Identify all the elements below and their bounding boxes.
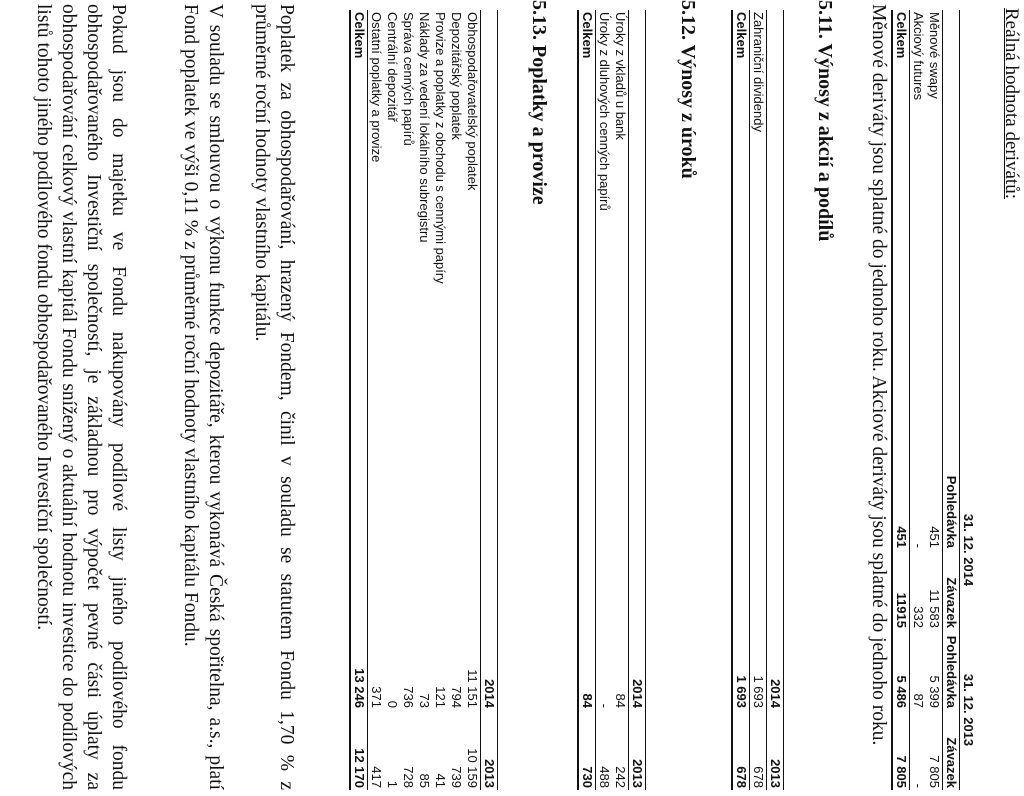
cell-value: 84 [578, 630, 596, 710]
fees-paragraph-2: V souladu se smlouvou o výkonu funkce depozitáře, kterou vykonává Česká spořitelna, a.s., platí Fond poplatek ve výši 0,11 % z průměrné roční hodnoty vlastního kapitálu Fondu. [180, 4, 226, 790]
derivatives-period-row [960, 10, 977, 790]
cell-value: 728 [401, 766, 416, 788]
total-row [578, 10, 596, 790]
cell-value: 1 [385, 780, 400, 788]
cell-value: 451 [892, 470, 910, 550]
total-row [732, 10, 750, 790]
cell-value: - [597, 703, 612, 708]
table-row [750, 10, 767, 790]
table-row [432, 10, 448, 790]
row-label: Celkem [350, 10, 368, 630]
cell-value: 0 [385, 700, 400, 708]
cell-value: 13 246 [350, 630, 368, 710]
row-label: Depozitářský poplatek [449, 12, 464, 140]
section-heading-dividends: 5.11. Výnosy z akcií a podílů [814, 0, 836, 242]
row-label: Úroky z vkladů u bank [613, 12, 628, 140]
row-label: Zahraniční dividendy [751, 12, 766, 132]
cell-value: 121 [433, 686, 448, 708]
cell-value: 678 [751, 766, 766, 788]
derivatives-header-row [943, 10, 960, 790]
section-heading-interest: 5.12. Výnosy z úroků [677, 0, 699, 179]
cell-value: 1 693 [732, 630, 750, 710]
cell-value: - [911, 543, 926, 548]
cell-value: 5 399 [927, 675, 942, 708]
row-label: Akciový futures [911, 12, 926, 101]
table-row [368, 10, 385, 790]
total-row [892, 10, 910, 790]
cell-value: 87 [911, 693, 926, 708]
row-label: Centrální depozitář [385, 12, 400, 122]
table-row [400, 10, 416, 790]
col-header: Pohledávka [943, 470, 960, 550]
table-row [612, 10, 629, 790]
row-label: Ostatní poplatky a provize [369, 12, 384, 163]
cell-value: 11 583 [927, 589, 942, 628]
year-prior: 2013 [481, 710, 498, 790]
col-header: Pohledávka [943, 630, 960, 710]
row-label: Celkem [892, 10, 910, 470]
row-label: Provize a poplatky z obchodu s cennými papíry [433, 12, 448, 284]
year-prior: 2013 [629, 710, 646, 790]
fees-header-row [481, 10, 498, 790]
row-label: Měnové swapy [927, 12, 942, 99]
cell-value: 12 170 [350, 710, 368, 790]
cell-value: 10 159 [465, 748, 480, 788]
dividends-table [731, 10, 784, 790]
cell-value: 371 [369, 686, 384, 708]
cell-value: 242 [613, 766, 628, 788]
row-label: Náklady za vedení lokálního subregistru [417, 12, 432, 243]
cell-value: 7 805 [927, 755, 942, 788]
cell-value: 73 [417, 693, 432, 708]
table-row [384, 10, 400, 790]
derivatives-table [891, 10, 976, 790]
cell-value: 11915 [892, 550, 910, 630]
row-label: Obhospodařovatelský poplatek [465, 12, 480, 191]
cell-value: 1 693 [751, 675, 766, 708]
cell-value: - [911, 783, 926, 788]
col-header: Závazek [943, 710, 960, 790]
row-label: Celkem [732, 10, 750, 630]
row-label: Celkem [578, 10, 596, 630]
fees-table [349, 10, 498, 790]
table-row [910, 10, 927, 790]
year-prior: 2013 [767, 710, 784, 790]
row-label: Správa cenných papírů [401, 12, 416, 146]
fees-paragraph-1: Poplatek za obhospodařování, hrazený Fondem, činil v souladu se statutem Fondu 1,70 % z průměrné roční hodnoty vlastního kapitálu. [251, 4, 297, 790]
cell-value: 41 [433, 773, 448, 788]
dividends-header-row [767, 10, 784, 790]
section-heading-fees: 5.13. Poplatky a provize [528, 0, 550, 205]
cell-value: 417 [369, 766, 384, 788]
table-row [926, 10, 943, 790]
cell-value: 678 [732, 710, 750, 790]
row-label: Úroky z dluhových cenných papírů [597, 12, 612, 211]
cell-value: 11 151 [465, 669, 480, 708]
cell-value: 7 805 [892, 710, 910, 790]
cell-value: 332 [911, 606, 926, 628]
table-row [416, 10, 432, 790]
total-row [350, 10, 368, 790]
cell-value: 451 [927, 526, 942, 548]
cell-value: 488 [597, 766, 612, 788]
table-row [596, 10, 613, 790]
fees-paragraph-3: Pokud jsou do majetku ve Fondu nakupovány podílové listy jiného podílového fondu obhospodařovaného Investiční společností, je základnou pro výpočet pevné části úplaty za obhospodařování celkový vlastní kapitál Fondu snížený o aktuální hodnotu investice do podílových listů tohoto jiného podílového fondu obhospodařovaného Investiční společností. [33, 4, 129, 790]
interest-table [577, 10, 646, 790]
year-current: 2014 [629, 630, 646, 710]
cell-value: 85 [417, 773, 432, 788]
col-header: Závazek [943, 550, 960, 630]
cell-value: 5 486 [892, 630, 910, 710]
year-current: 2014 [767, 630, 784, 710]
period-2014: 31. 12. 2014 [960, 470, 977, 630]
cell-value: 730 [578, 710, 596, 790]
cell-value: 794 [449, 686, 464, 708]
cell-value: 84 [613, 693, 628, 708]
interest-header-row [629, 10, 646, 790]
derivatives-note: Měnové deriváty jsou splatné do jednoho roku. Akciové deriváty jsou splatné do jednoho roku. [868, 4, 889, 746]
derivatives-caption: Reálná hodnota derivátů: [1001, 8, 1022, 199]
table-row [448, 10, 464, 790]
period-2013: 31. 12. 2013 [960, 630, 977, 790]
cell-value: 739 [449, 766, 464, 788]
table-row [464, 10, 481, 790]
cell-value: 736 [401, 686, 416, 708]
year-current: 2014 [481, 630, 498, 710]
